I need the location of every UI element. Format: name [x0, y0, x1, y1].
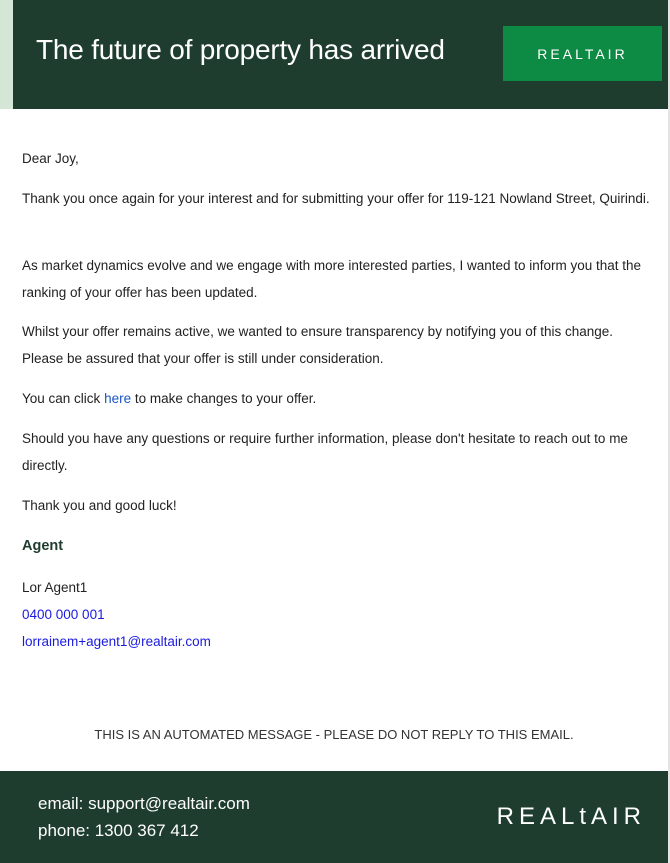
- email-footer: [0, 771, 668, 863]
- paragraph-ranking-updated: As market dynamics evolve and we engage with more interested parties, I wanted to inform you that the ranking of your offer has been updated.: [22, 258, 642, 300]
- agent-heading: Agent: [22, 538, 64, 554]
- paragraph-make-changes: [22, 385, 652, 412]
- agent-name: Lor Agent1: [22, 580, 88, 595]
- here-link[interactable]: here: [104, 391, 132, 406]
- paragraph-offer-thanks: Thank you once again for your interest and for submitting your offer for 119-121 Nowland Street, Quirindi.: [22, 191, 650, 206]
- make-changes-text-before: You can click: [22, 391, 105, 406]
- closing-line: Thank you and good luck!: [22, 498, 177, 513]
- footer-support-phone[interactable]: phone: 1300 367 412: [38, 821, 199, 840]
- header-title: The future of property has arrived: [36, 34, 445, 65]
- greeting: Dear Joy,: [22, 151, 79, 166]
- paragraph-questions: Should you have any questions or require further information, please don't hesitate to reach out to me directly.: [22, 431, 628, 473]
- agent-email-link[interactable]: lorrainem+agent1@realtair.com: [22, 634, 211, 649]
- footer-realtair-logo: REALtAIR: [496, 803, 646, 830]
- paragraph-transparency: Whilst your offer remains active, we wanted to ensure transparency by notifying you of this change. Please be assured that your offer is still under consideration.: [22, 324, 614, 366]
- agent-phone-link[interactable]: 0400 000 001: [22, 607, 105, 622]
- email-header: [0, 0, 668, 109]
- header-accent-bar: [0, 0, 13, 109]
- make-changes-text-after: to make changes to your offer.: [131, 391, 317, 406]
- realtair-logo-text: REALTAIR: [537, 45, 628, 62]
- realtair-logo-badge: [503, 26, 662, 81]
- footer-support-email[interactable]: email: support@realtair.com: [38, 794, 250, 813]
- automated-message-notice: THIS IS AN AUTOMATED MESSAGE - PLEASE DO NOT REPLY TO THIS EMAIL.: [94, 727, 574, 742]
